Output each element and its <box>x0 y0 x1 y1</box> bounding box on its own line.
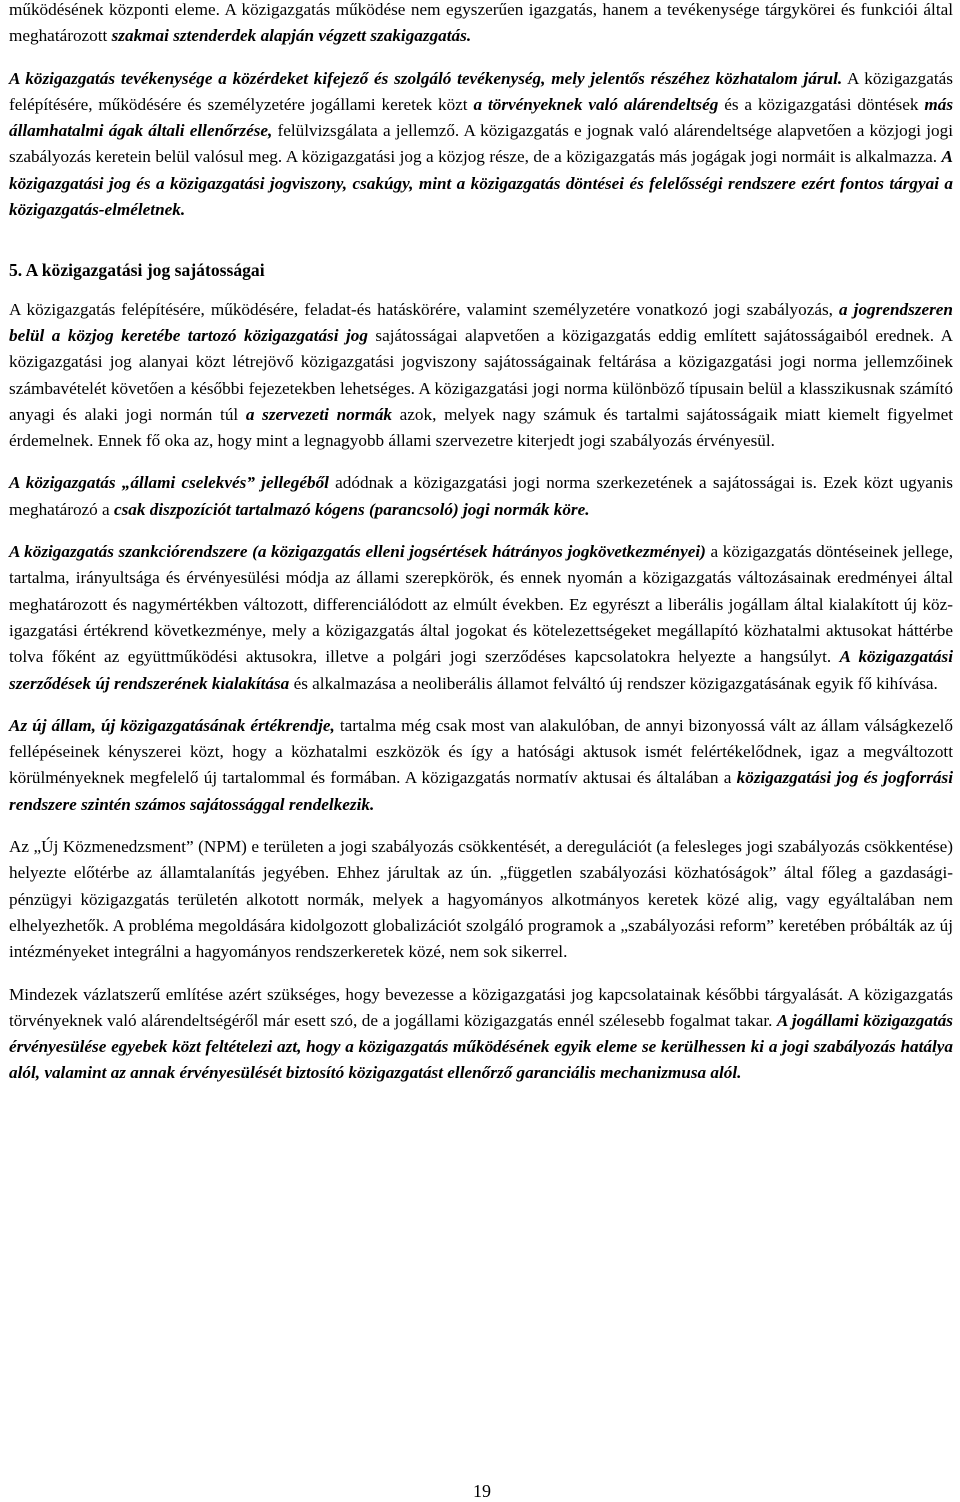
paragraph-gap <box>9 523 953 539</box>
page-content <box>9 0 953 1087</box>
section-heading: 5. A közigazgatási jog sajátosságai <box>9 260 265 281</box>
body-text: a közigazgatás döntéseinek jellege, tartalma, irányultsága és érvényesülési módja az állami szerepkörök, és ennek nyomán a közigazgatás változásainak eredményei által meghatározott és nagymértékben változott, differenciálódott az elmúlt években. Ez egyrészt a liberális jogállam által kialakított új közigazgatási értékrend következménye, mely a közigazgatás által jogokat és kötelezettségeket megállapító közhatalmi aktusokat háttérbe tolva főként az együttműködési aktusokra, illetve a polgári jogi szerződéses kapcsolatokra helyezte a hangsúlyt. <box>9 542 953 667</box>
body-text: sajátosságai alapvetően a közigazgatás eddig említett sajátosságaiból erednek. A közigazgatási jog alanyai közt létrejövő közigazgatási jogviszony sajátosságainak feltárása a közigazgatási jogi norma jellemzőinek számbavételét követően a későbbi fejezetekben lehetséges. A közigazgatási jogi norma különböző típusain belül a klasszikusnak számító anyagi és alaki jogi normán túl <box>9 325 953 424</box>
paragraph <box>9 834 953 965</box>
section-gap <box>9 223 953 257</box>
body-text: Az „Új Közmenedzsment” (NPM) e területen a jogi szabályozás csökkentését, a deregulációt (a felesleges jogi szabályozás csökkentése) helyezte előtérbe az államtalanítás jegyében. Ehhez járultak az ún. „független szabályozási közhatóságok” által főleg a gazdasági-pénzügyi közigazgatás területén alkotott normák, melyek a hagyományos alkotmányos keretek közé alig, vagy egyáltalában nem elhelyezhetők. A probléma megoldására kidolgozott globalizációt szolgáló programok a „szabályozási reform” keretében próbálták az új intézményeket integrálni a hagyományos rendszerkeretek közé, nem sok sikerrel. <box>9 837 953 962</box>
body-text: A közigazgatás felépítésére, működésére, feladat-és hatáskörére, valamint személyzetére vonatkozó jogi szabályozás, <box>9 299 840 319</box>
paragraph <box>9 297 953 455</box>
paragraph-gap <box>9 697 953 713</box>
body-text: A közigazgatás felépítésére, működésére és személyzetére jogállami keretek közt <box>9 68 953 114</box>
emphasis-text: A közigazgatás szankciórendszere (a közigazgatás elleni jogsértések hátrányos jogkövetkezményei) <box>9 542 706 562</box>
emphasis-text: A közigazgatási jog és a közigazgatási jogviszony, csakúgy, mint a közigazgatás döntései és felelősségi rendszere ezért fontos tárgyai a közigazgatás-elméletnek. <box>9 147 953 220</box>
emphasis-text: más államhatalmi ágak általi ellenőrzése, <box>9 94 954 141</box>
emphasis-text: Az új állam, új közigazgatásának értékrendje, <box>9 715 335 735</box>
emphasis-text: A közigazgatás tevékenysége a közérdeket kifejező és szolgáló tevékenység, mely jelentős részéhez közhatalom járul. <box>9 68 843 88</box>
body-text: és a közigazgatási döntések <box>718 94 925 114</box>
body-text: működésének központi eleme. A közigazgatás működése nem egyszerűen igazgatás, hanem a tevékenysége tárgykörei és funkciói által meghatározott <box>9 0 953 46</box>
body-text: felülvizsgálata a jellemző. A közigazgatás e jognak való alárendeltsége alapvetően a közjogi jogi szabályozás keretein belül valósul meg. A közigazgatási jog a közjog része, de a közigazgatás más jogágak jogi normáit is alkalmazza. <box>9 121 953 167</box>
emphasis-text: szakmai sztenderdek alapján végzett szakigazgatás. <box>111 26 472 46</box>
paragraph-gap <box>9 818 953 834</box>
paragraph <box>9 713 953 818</box>
emphasis-text: a szervezeti normák <box>245 404 393 424</box>
heading-gap <box>9 284 953 297</box>
paragraph <box>9 0 953 50</box>
emphasis-text: A közigazgatás „állami cselekvés” jellegéből <box>9 473 329 493</box>
emphasis-text: közigazgatási jog és jogforrási rendszere szintén számos sajátossággal rendelkezik. <box>9 768 953 814</box>
paragraph <box>9 470 953 523</box>
emphasis-text: a jogrendszeren belül a közjog keretébe tartozó közigazgatási jog <box>9 299 953 345</box>
emphasis-text: A közigazgatási szerződések új rendszerének kialakítása <box>9 647 953 693</box>
emphasis-text: a törvényeknek való alárendeltség <box>473 94 719 114</box>
paragraph-gap <box>9 454 953 470</box>
emphasis-text: csak diszpozíciót tartalmazó kógens (parancsoló) jogi normák köre. <box>113 499 590 519</box>
body-text: adódnak a közigazgatási jogi norma szerkezetének a sajátosságai is. Ezek közt ugyanis meghatározó a <box>9 473 953 519</box>
body-text: Mindezek vázlatszerű említése azért szükséges, hogy bevezesse a közigazgatási jog kapcsolatainak későbbi tárgyalását. A közigazgatás törvényeknek való alárendeltségéről már esett szó, de a jogállami közigazgatás ennél szélesebb fogalmat takar. <box>9 984 953 1030</box>
body-text: és alkalmazása a neoliberális államot felváltó új rendszer közigazgatásának egyik fő kihívása. <box>289 673 938 693</box>
page-number: 19 <box>473 1481 491 1501</box>
paragraph-gap <box>9 966 953 982</box>
paragraph <box>9 66 953 224</box>
paragraph <box>9 539 953 697</box>
body-text: azok, melyek nagy számuk és tartalmi sajátosságaik miatt kiemelt figyelmet érdemelnek. Ennek fő oka az, hogy mint a legnagyobb állami szervezetre kiterjedt jogi szabályozás érvényesül. <box>9 404 954 451</box>
body-text: tartalma még csak most van alakulóban, de annyi bizonyossá vált az állam válságkezelő fellépéseinek kényszerei közt, hogy a közhatalmi eszközök és így a hatósági aktusok ismét felértékelődnek, igaz a megváltozott körülményeknek megfelelő új tartalommal és formában. A közigazgatás normatív aktusai és általában a <box>9 715 953 788</box>
paragraph-gap <box>9 50 953 66</box>
emphasis-text: A jogállami közigazgatás érvényesülése egyebek közt feltételezi azt, hogy a közigazgatás működésének egyik eleme se kerülhessen ki a jogi szabályozás hatálya alól, valamint az annak érvényesülését biztosító közigazgatást ellenőrző garanciális mechanizmusa alól. <box>9 1010 953 1083</box>
paragraph <box>9 982 953 1087</box>
